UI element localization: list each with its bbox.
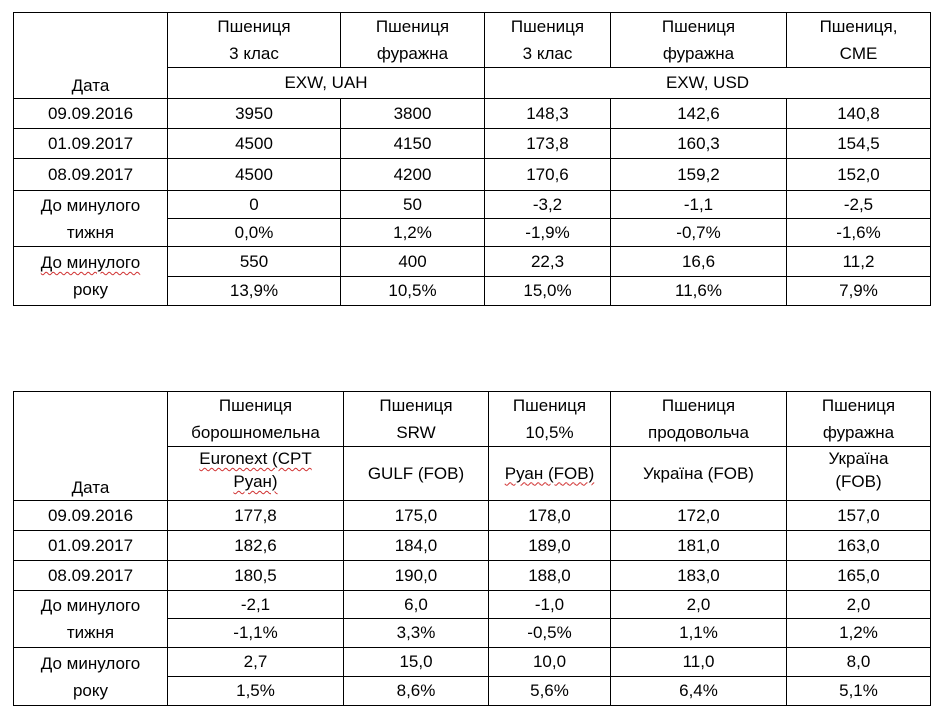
column-header: Пшениця 10,5% xyxy=(489,392,611,447)
cell: 13,9% xyxy=(168,277,341,306)
market-header: Euronext (CPT Руан) xyxy=(168,447,344,501)
cell: 154,5 xyxy=(787,129,931,159)
row-label-week: До минулого тижня xyxy=(14,191,168,247)
cell: 4500 xyxy=(168,159,341,191)
row-label-year: До минулого року xyxy=(14,648,168,706)
cell: 4500 xyxy=(168,129,341,159)
cell: 4150 xyxy=(341,129,485,159)
cell: 15,0% xyxy=(485,277,611,306)
cell: 16,6 xyxy=(611,247,787,277)
cell: 1,1% xyxy=(611,619,787,648)
market-header: Україна (FOB) xyxy=(787,447,931,501)
cell: 173,8 xyxy=(485,129,611,159)
cell: 50 xyxy=(341,191,485,219)
cell: 22,3 xyxy=(485,247,611,277)
cell: 3800 xyxy=(341,99,485,129)
cell: 152,0 xyxy=(787,159,931,191)
cell: 11,0 xyxy=(611,648,787,677)
group-header-exw-uah: EXW, UAH xyxy=(168,68,485,99)
cell: -1,6% xyxy=(787,219,931,247)
table-row xyxy=(14,191,931,219)
group-header-exw-usd: EXW, USD xyxy=(485,68,931,99)
cell: -1,1 xyxy=(611,191,787,219)
cell: -0,7% xyxy=(611,219,787,247)
cell: 175,0 xyxy=(344,501,489,531)
table-row xyxy=(14,591,931,619)
cell: 10,0 xyxy=(489,648,611,677)
cell: 159,2 xyxy=(611,159,787,191)
column-header: Пшениця 3 клас xyxy=(168,13,341,68)
table-row xyxy=(14,648,931,677)
row-date: 09.09.2016 xyxy=(14,99,168,129)
cell: 148,3 xyxy=(485,99,611,129)
cell: -0,5% xyxy=(489,619,611,648)
column-header: Пшениця, CME xyxy=(787,13,931,68)
column-header: Пшениця 3 клас xyxy=(485,13,611,68)
cell: -1,0 xyxy=(489,591,611,619)
cell: 178,0 xyxy=(489,501,611,531)
cell: 1,5% xyxy=(168,677,344,706)
cell: 11,6% xyxy=(611,277,787,306)
cell: 2,0 xyxy=(787,591,931,619)
table-row xyxy=(14,501,931,531)
cell: -2,5 xyxy=(787,191,931,219)
row-label-week: До минулого тижня xyxy=(14,591,168,648)
cell: 1,2% xyxy=(787,619,931,648)
cell: 15,0 xyxy=(344,648,489,677)
row-date: 08.09.2017 xyxy=(14,159,168,191)
date-column-header: Дата xyxy=(14,392,168,501)
cell: 400 xyxy=(341,247,485,277)
row-label-year: До минулого року xyxy=(14,247,168,306)
cell: 188,0 xyxy=(489,561,611,591)
cell: 6,4% xyxy=(611,677,787,706)
market-header: Україна (FOB) xyxy=(611,447,787,501)
table-row xyxy=(14,561,931,591)
cell: 2,0 xyxy=(611,591,787,619)
cell: 140,8 xyxy=(787,99,931,129)
row-date: 01.09.2017 xyxy=(14,531,168,561)
cell: 5,6% xyxy=(489,677,611,706)
row-date: 08.09.2017 xyxy=(14,561,168,591)
cell: 8,6% xyxy=(344,677,489,706)
cell: -2,1 xyxy=(168,591,344,619)
cell: 182,6 xyxy=(168,531,344,561)
cell: -1,9% xyxy=(485,219,611,247)
cell: 142,6 xyxy=(611,99,787,129)
cell: -1,1% xyxy=(168,619,344,648)
table-row xyxy=(14,129,931,159)
table-row xyxy=(14,531,931,561)
cell: 4200 xyxy=(341,159,485,191)
cell: 550 xyxy=(168,247,341,277)
cell: 10,5% xyxy=(341,277,485,306)
market-header: GULF (FOB) xyxy=(344,447,489,501)
cell: 0,0% xyxy=(168,219,341,247)
cell: 5,1% xyxy=(787,677,931,706)
table-row xyxy=(14,247,931,277)
cell: 0 xyxy=(168,191,341,219)
cell: 163,0 xyxy=(787,531,931,561)
cell: -3,2 xyxy=(485,191,611,219)
cell: 7,9% xyxy=(787,277,931,306)
cell: 170,6 xyxy=(485,159,611,191)
cell: 6,0 xyxy=(344,591,489,619)
cell: 183,0 xyxy=(611,561,787,591)
cell: 3950 xyxy=(168,99,341,129)
cell: 177,8 xyxy=(168,501,344,531)
cell: 172,0 xyxy=(611,501,787,531)
column-header: Пшениця борошномельна xyxy=(168,392,344,447)
cell: 184,0 xyxy=(344,531,489,561)
column-header: Пшениця фуражна xyxy=(611,13,787,68)
cell: 190,0 xyxy=(344,561,489,591)
cell: 160,3 xyxy=(611,129,787,159)
table-row xyxy=(14,99,931,129)
cell: 181,0 xyxy=(611,531,787,561)
cell: 3,3% xyxy=(344,619,489,648)
cell: 8,0 xyxy=(787,648,931,677)
row-date: 09.09.2016 xyxy=(14,501,168,531)
price-table-exw xyxy=(13,12,931,306)
date-column-header: Дата xyxy=(14,13,168,99)
column-header: Пшениця фуражна xyxy=(787,392,931,447)
market-header: Руан (FOB) xyxy=(489,447,611,501)
column-header: Пшениця продовольча xyxy=(611,392,787,447)
column-header: Пшениця фуражна xyxy=(341,13,485,68)
cell: 165,0 xyxy=(787,561,931,591)
cell: 11,2 xyxy=(787,247,931,277)
cell: 189,0 xyxy=(489,531,611,561)
table-row xyxy=(14,159,931,191)
cell: 2,7 xyxy=(168,648,344,677)
cell: 1,2% xyxy=(341,219,485,247)
price-table-fob xyxy=(13,391,931,706)
cell: 157,0 xyxy=(787,501,931,531)
row-date: 01.09.2017 xyxy=(14,129,168,159)
cell: 180,5 xyxy=(168,561,344,591)
column-header: Пшениця SRW xyxy=(344,392,489,447)
